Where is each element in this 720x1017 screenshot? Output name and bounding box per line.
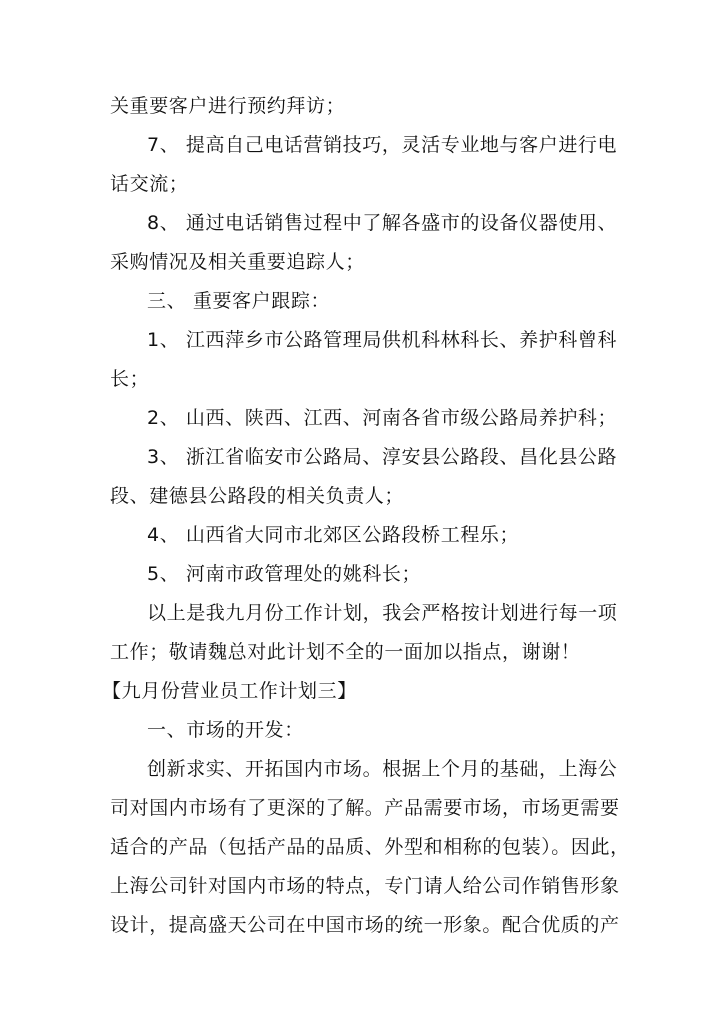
text-line: 设计，提高盛天公司在中国市场的统一形象。配合优质的产 <box>110 914 620 936</box>
text-line: 司对国内市场有了更深的了解。产品需要市场，市场更需要 <box>110 797 620 819</box>
list-item-1: 1、 江西萍乡市公路管理局供机科林科长、养护科曾科 <box>147 329 618 351</box>
list-item-8: 8、 通过电话销售过程中了解各盛市的设备仪器使用、 <box>147 212 618 234</box>
list-item-3: 3、 浙江省临安市公路局、淳安县公路段、昌化县公路 <box>147 446 618 468</box>
paragraph-line: 以上是我九月份工作计划，我会严格按计划进行每一项 <box>147 602 618 624</box>
text-line: 采购情况及相关重要追踪人； <box>110 251 365 273</box>
list-item-7: 7、 提高自己电话营销技巧，灵活专业地与客户进行电 <box>147 134 618 156</box>
list-item-5: 5、 河南市政管理处的姚科长； <box>147 563 422 585</box>
text-line: 话交流； <box>110 173 189 195</box>
paragraph-line: 创新求实、开拓国内市场。根据上个月的基础，上海公 <box>147 758 618 780</box>
section-heading: 一、市场的开发： <box>147 719 304 741</box>
document-subtitle: 【九月份营业员工作计划三】 <box>102 680 357 702</box>
text-line: 工作；敬请魏总对此计划不全的一面加以指点，谢谢！ <box>110 641 581 663</box>
text-line: 长； <box>110 368 150 390</box>
section-heading: 三、 重要客户跟踪： <box>147 290 331 312</box>
list-item-2: 2、 山西、陕西、江西、河南各省市级公路局养护科； <box>147 407 618 429</box>
list-item-4: 4、 山西省大同市北郊区公路段桥工程乐； <box>147 524 520 546</box>
text-line: 段、建德县公路段的相关负责人； <box>110 485 405 507</box>
text-line: 适合的产品（包括产品的品质、外型和相称的包装）。因此， <box>110 836 630 858</box>
text-line: 上海公司针对国内市场的特点，专门请人给公司作销售形象 <box>110 875 620 897</box>
text-line: 关重要客户进行预约拜访； <box>110 95 346 117</box>
